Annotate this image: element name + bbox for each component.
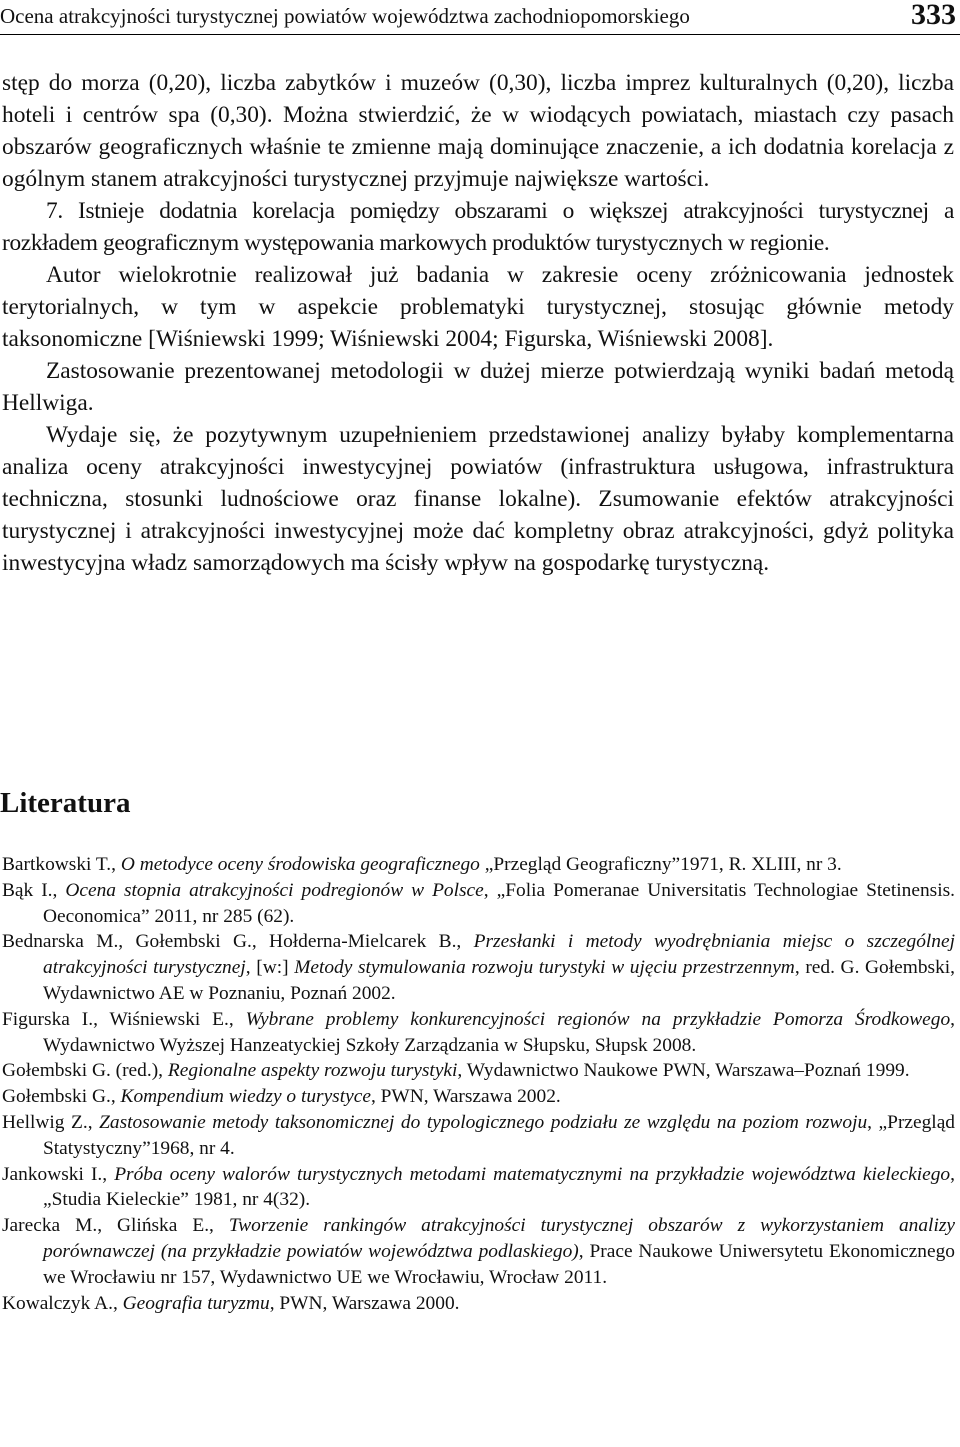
reference-item: Hellwig Z., Zastosowanie metody taksonomicznej do typologicznego podziału ze względu na poziom rozwoju, „Przegląd Statystyczny”1968, nr 4. [2,1111,955,1159]
header-rule [0,34,960,35]
reference-title: Tworzenie rankingów atrakcyjności turystycznej obszarów z wykorzystaniem analizy porównawczej (na przykładzie powiatów województwa podlaskiego) [43,1215,955,1262]
reference-author: Bąk I. [2,879,53,901]
reference-item: Kowalczyk A., Geografia turyzmu, PWN, Warszawa 2000. [2,1292,460,1314]
reference-author: Jarecka M., Glińska E. [2,1215,210,1237]
paragraph-hellwig: Zastosowanie prezentowanej metodologii w dużej mierze potwierdzają wyniki badań metodą Hellwiga. [2,358,954,416]
reference-author: Gołembski G. (red.) [2,1060,159,1082]
reference-details: red. G. Gołembski, Wydawnictwo AE w Poznaniu, Poznań 2002. [43,957,956,1004]
reference-author: Bartkowski T. [2,854,112,875]
reference-title: Przesłanki i metody wyodrębniania miejsc o szczególnej atrakcyjności turystycznej [43,931,955,979]
reference-item: Bednarska M., Gołembski G., Hołderna-Mielcarek B., Przesłanki i metody wyodrębniania miejsc o szczególnej atrakcyjności turystycznej, [w:] Metody stymulowania rozwoju turystyki w ujęciu przestrzennym, red. G. Gołembski, Wydawnictwo AE w Poznaniu, Poznań 2002. [2,931,956,1004]
reference-title: Próba oceny walorów turystycznych metodami matematycznymi na przykładzie województwa kieleckiego [114,1163,951,1185]
reference-author: Bednarska M., Gołembski G., Hołderna-Mielcarek B. [2,931,457,953]
reference-author: Gołembski G. [2,1086,111,1108]
reference-title: Geografia turyzmu [122,1292,270,1314]
reference-item: Figurska I., Wiśniewski E., Wybrane problemy konkurencyjności regionów na przykładzie Pomorza Środkowego, Wydawnictwo Wyższej Hanzeatyckiej Szkoły Zarządzania w Słupsku, Słupsk 2008. [2,1008,956,1056]
running-title: Ocena atrakcyjności turystycznej powiatów województwa zachodniopomorskiego [0,4,690,28]
reference-details: PWN, Warszawa 2002. [380,1086,561,1108]
reference-book-title: Metody stymulowania rozwoju turystyki w ujęciu przestrzennym [294,957,795,979]
literature-heading: Literatura [0,787,131,819]
reference-title: Regionalne aspekty rozwoju turystyki [167,1060,458,1082]
reference-details: Wydawnictwo Naukowe PWN, Warszawa–Poznań 1999. [466,1060,910,1082]
reference-title: Wybrane problemy konkurencyjności regionów na przykładzie Pomorza Środkowego [245,1008,951,1030]
reference-author: Figurska I., Wiśniewski E. [2,1008,229,1030]
reference-details: „Folia Pomeranae Universitatis Technologiae Stetinensis. Oeconomica” 2011, nr 285 (62). [43,879,955,927]
reference-item: Bąk I., Ocena stopnia atrakcyjności podregionów w Polsce, „Folia Pomeranae Universitatis Technologiae Stetinensis. Oeconomica” 2011, nr 285 (62). [2,879,955,927]
reference-item: Jankowski I., Próba oceny walorów turystycznych metodami matematycznymi na przykładzie województwa kieleckiego, „Studia Kieleckie” 1981, nr 4(32). [2,1163,955,1211]
reference-details: „Przegląd Statystyczny”1968, nr 4. [43,1111,955,1159]
reference-item: Jarecka M., Glińska E., Tworzenie rankingów atrakcyjności turystycznej obszarów z wykorzystaniem analizy porównawczej (na przykładzie powiatów województwa podlaskiego), Prace Naukowe Uniwersytetu Ekonomicznego we Wrocławiu nr 157, Wydawnictwo UE we Wrocławiu, Wrocław 2011. [2,1215,955,1288]
body-text [2,67,954,579]
reference-details: Prace Naukowe Uniwersytetu Ekonomicznego we Wrocławiu nr 157, Wydawnictwo UE we Wrocławiu, Wrocław 2011. [43,1240,955,1288]
reference-title: Kompendium wiedzy o turystyce [120,1086,371,1108]
reference-in: [w:] [256,957,289,979]
paragraph-summary: Wydaje się, że pozytywnym uzupełnieniem przedstawionej analizy byłaby komplementarna analiza oceny atrakcyjności inwestycyjnej powiatów (infrastruktura usługowa, infrastruktura techniczna, stosunki ludnościowe oraz finanse lokalne). Zsumowanie efektów atrakcyjności turystycznej i atrakcyjności inwestycyjnej może dać kompletny obraz atrakcyjności, gdyż polityka inwestycyjna władz samorządowych ma ścisły wpływ na gospodarkę turystyczną. [2,422,954,576]
reference-title: Ocena stopnia atrakcyjności podregionów w Polsce [65,879,484,901]
page-number: 333 [911,0,956,31]
reference-list [2,852,955,1316]
reference-details: „Przegląd Geograficzny”1971, R. XLIII, nr 3. [484,854,842,875]
paragraph-author-research: Autor wielokrotnie realizował już badania w zakresie oceny zróżnicowania jednostek terytorialnych, w tym w aspekcie problematyki turystycznej, stosując głównie metody taksonomiczne [Wiśniewski 1999; Wiśniewski 2004; Figurska, Wiśniewski 2008]. [2,262,954,352]
reference-details: PWN, Warszawa 2000. [279,1292,460,1314]
reference-details: Wydawnictwo Wyższej Hanzeatyckiej Szkoły Zarządzania w Słupsku, Słupsk 2008. [43,1034,697,1056]
running-header [0,0,960,34]
reference-item: Gołembski G., Kompendium wiedzy o turystyce, PWN, Warszawa 2002. [2,1086,561,1108]
paragraph-conclusion-7: 7. Istnieje dodatnia korelacja pomiędzy obszarami o większej atrakcyjności turystycznej a rozkładem geograficznym występowania markowych produktów turystycznych w regionie. [2,198,954,256]
reference-title: Zastosowanie metody taksonomicznej do typologicznego podziału ze względu na poziom rozwoju [99,1111,868,1133]
reference-item: Gołembski G. (red.), Regionalne aspekty rozwoju turystyki, Wydawnictwo Naukowe PWN, Warszawa–Poznań 1999. [2,1060,910,1082]
reference-author: Hellwig Z. [2,1111,88,1133]
reference-item: Bartkowski T., O metodyce oceny środowiska geograficznego „Przegląd Geograficzny”1971, R. XLIII, nr 3. [2,854,842,875]
reference-title: O metodyce oceny środowiska geograficznego [120,854,480,875]
paragraph-continued: stęp do morza (0,20), liczba zabytków i muzeów (0,30), liczba imprez kulturalnych (0,20), liczba hoteli i centrów spa (0,30). Można stwierdzić, że w wiodących powiatach, miastach czy pasach obszarów geograficznych właśnie te zmienne mają dominujące znaczenie, a ich dodatnia korelacja z ogólnym stanem atrakcyjności turystycznej przyjmuje największe wartości. [2,70,954,192]
reference-details: „Studia Kieleckie” 1981, nr 4(32). [43,1189,311,1211]
reference-author: Kowalczyk A. [2,1292,113,1314]
reference-author: Jankowski I. [2,1163,103,1185]
